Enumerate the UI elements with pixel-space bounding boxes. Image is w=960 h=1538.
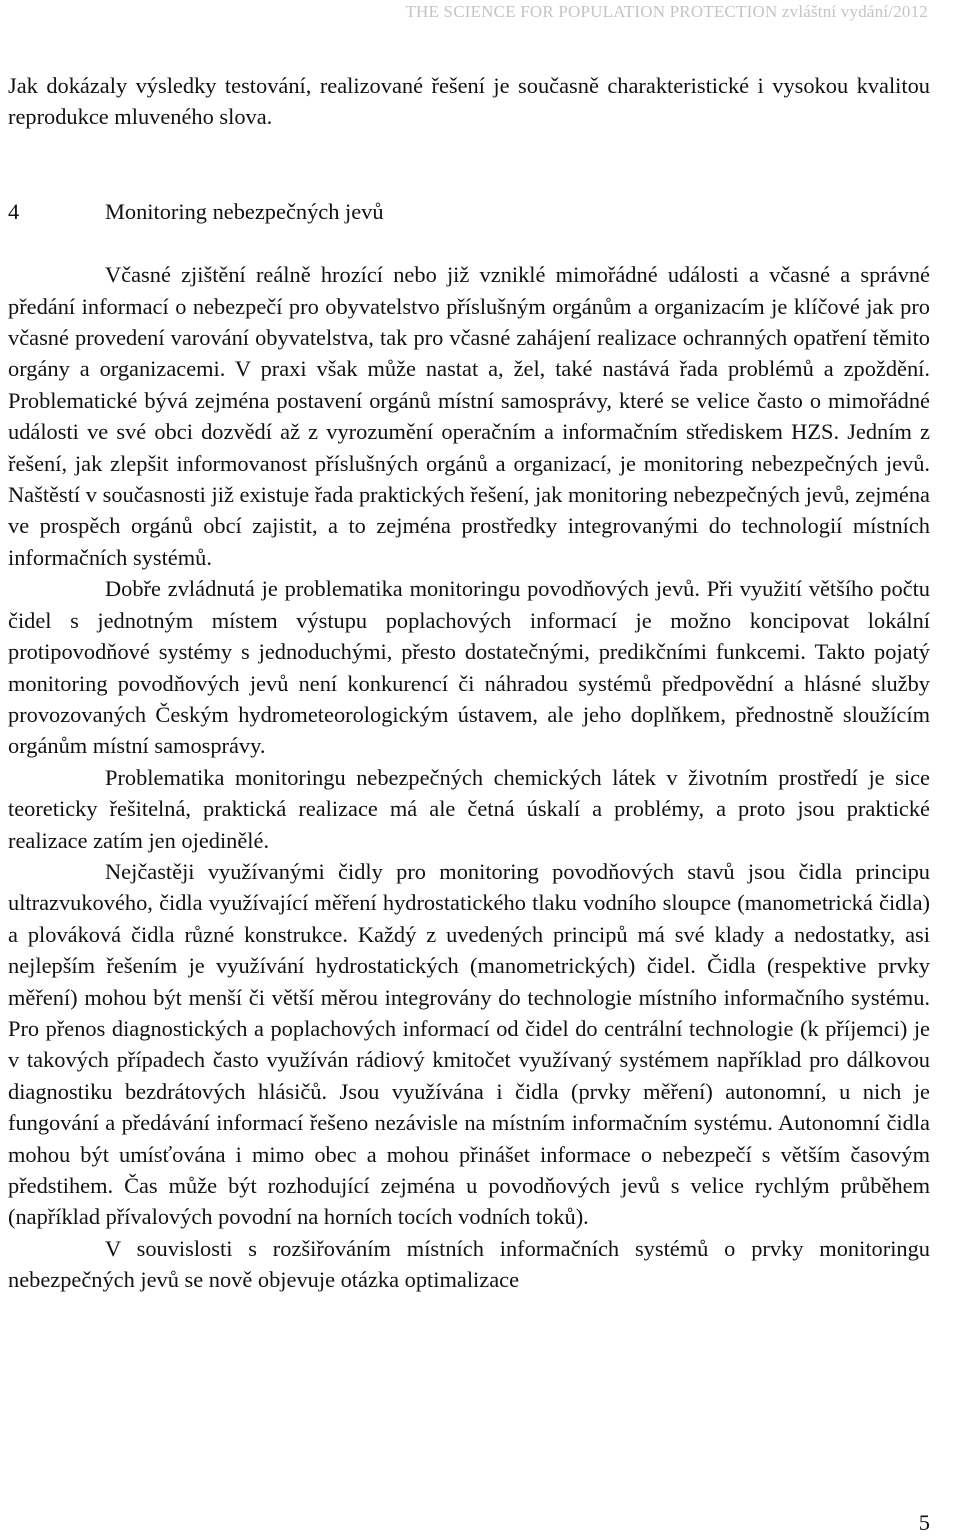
document-body [8, 70, 930, 1296]
body-paragraph: Problematika monitoringu nebezpečných chemických látek v životním prostředí je sice teoreticky řešitelná, praktická realizace má ale četná úskalí a problémy, a proto jsou praktické realizace zatím jen ojedinělé. [8, 764, 930, 853]
body-paragraph: V souvislosti s rozšiřováním místních informačních systémů o prvky monitoringu nebezpečných jevů se nově objevuje otázka optimalizace [8, 1235, 930, 1293]
section-heading [8, 196, 930, 227]
body-paragraph: Včasné zjištění reálně hrozící nebo již vzniklé mimořádné události a včasné a správné předání informací o nebezpečí pro obyvatelstvo příslušným orgánům a organizacím je klíčové jak pro včasné provedení varování obyvatelstva, tak pro včasné zahájení realizace ochranných opatření těmito orgány a organizacemi. V praxi však může nastat a, žel, také nastává řada problémů a zpoždění. Problematické bývá zejména postavení orgánů místní samosprávy, které se velice často o mimořádné události ve své obci dozvědí až z vyrozumění operačním a informačním střediskem HZS. Jedním z řešení, jak zlepšit informovanost příslušných orgánů a organizací, je monitoring nebezpečných jevů. Naštěstí v současnosti již existuje řada praktických řešení, jak monitoring nebezpečných jevů, zejména ve prospěch orgánů obcí zajistit, a to zejména prostředky integrovanými do technologií místních informačních systémů. [8, 262, 930, 570]
page-number: 5 [918, 1510, 930, 1535]
section-number: 4 [8, 198, 20, 224]
running-header: THE SCIENCE FOR POPULATION PROTECTION zvláštní vydání/2012 [405, 2, 928, 21]
section-title: Monitoring nebezpečných jevů [105, 198, 384, 224]
body-paragraph: Nejčastěji využívanými čidly pro monitoring povodňových stavů jsou čidla principu ultrazvukového, čidla využívající měření hydrostatického tlaku vodního sloupce (manometrická čidla) a plováková čidla různé konstrukce. Každý z uvedených principů má své klady a nedostatky, asi nejlepším řešením je využívání hydrostatických (manometrických) čidel. Čidla (respektive prvky měření) mohou být menší či větší měrou integrovány do technologie místního informačního systému. Pro přenos diagnostických a poplachových informací od čidel do centrální technologie (k příjemci) je v takových případech často využíván rádiový kmitočet využívaný systémem například pro dálkovou diagnostiku bezdrátových hlásičů. Jsou využívána i čidla (prvky měření) autonomní, u nich je fungování a předávání informací řešeno nezávisle na místním informačním systému. Autonomní čidla mohou být umísťována i mimo obec a mohou přinášet informace o nebezpečí s větším časovým předstihem. Čas může být rozhodující zejména u povodňových jevů s velice rychlým průběhem (například přívalových povodní na horních tocích vodních toků). [8, 858, 930, 1230]
intro-paragraph: Jak dokázaly výsledky testování, realizované řešení je současně charakteristické i vysokou kvalitou reprodukce mluveného slova. [8, 73, 930, 130]
body-paragraph: Dobře zvládnutá je problematika monitoringu povodňových jevů. Při využití většího počtu čidel s jednotným místem výstupu poplachových informací je možno koncipovat lokální protipovodňové systémy s jednoduchými, přesto dostatečnými, predikčními funkcemi. Takto pojatý monitoring povodňových jevů není konkurencí či náhradou systémů předpovědní a hlásné služby provozovaných Českým hydrometeorologickým ústavem, ale jeho doplňkem, přednostně sloužícím orgánům místní samosprávy. [8, 576, 930, 759]
